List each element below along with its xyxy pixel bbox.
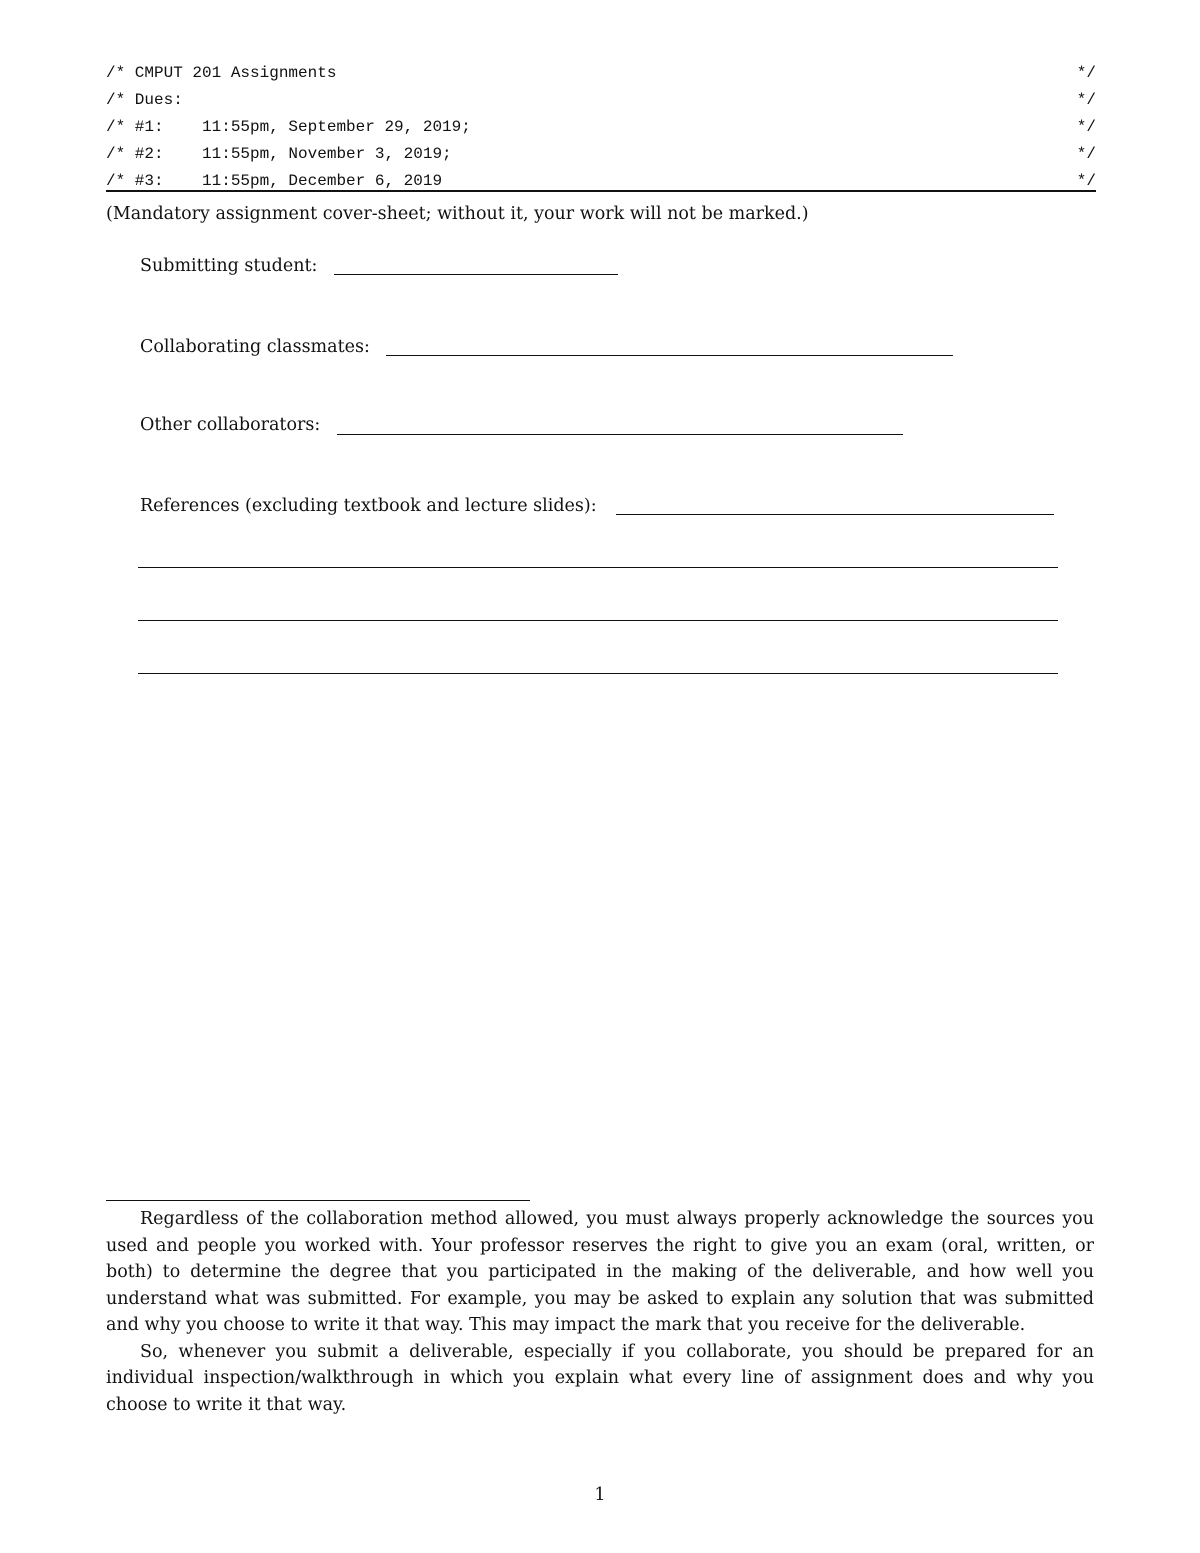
header-line-5-end: */ (1076, 172, 1096, 190)
header-line-4-end: */ (1076, 145, 1096, 163)
references-line-3[interactable] (138, 620, 1058, 621)
header-line-1-text: /* CMPUT 201 Assignments (106, 64, 337, 82)
page-number: 1 (594, 1485, 606, 1505)
header-line-1 (106, 60, 1096, 87)
header-line-5-text: /* #3: 11:55pm, December 6, 2019 (106, 172, 443, 190)
collaborating-classmates-field (140, 332, 960, 362)
header-line-2 (106, 87, 1096, 114)
footnote-paragraph-1: Regardless of the collaboration method allowed, you must always properly acknowledge the sources you used and people you worked with. Your professor reserves the right to give you an exam (oral, written, or both) to determine the degree that you participated in the making of the deliverable, and how well you understand what was submitted. For example, you may be asked to explain any solution that was submitted and why you choose to write it that way. This may impact the mark that you receive for the deliverable. (106, 1209, 1094, 1335)
submitting-student-line[interactable] (334, 274, 618, 275)
submitting-student-field (140, 251, 620, 281)
header-line-1-end: */ (1076, 64, 1096, 82)
header-line-3-text: /* #1: 11:55pm, September 29, 2019; (106, 118, 471, 136)
header-line-2-text: /* Dues: (106, 91, 183, 109)
references-line-2[interactable] (138, 567, 1058, 568)
footnote-rule (106, 1200, 530, 1201)
cover-sheet-note: (Mandatory assignment cover-sheet; without it, your work will not be marked.) (106, 204, 809, 224)
header-rule (106, 190, 1096, 192)
submitting-student-label: Submitting student: (140, 256, 318, 276)
references-label: References (excluding textbook and lecture slides): (140, 496, 597, 516)
other-collaborators-field (140, 410, 910, 440)
references-line-4[interactable] (138, 673, 1058, 674)
other-collaborators-label: Other collaborators: (140, 415, 321, 435)
footnote (106, 1206, 1094, 1418)
header-line-4-text: /* #2: 11:55pm, November 3, 2019; (106, 145, 452, 163)
header-line-4 (106, 141, 1096, 168)
header-line-3-end: */ (1076, 118, 1096, 136)
collaborating-classmates-line[interactable] (386, 355, 953, 356)
header-line-2-end: */ (1076, 91, 1096, 109)
references-line-1[interactable] (616, 514, 1054, 515)
references-field (140, 491, 1060, 521)
header-line-3 (106, 114, 1096, 141)
other-collaborators-line[interactable] (337, 434, 903, 435)
footnote-paragraph-2: So, whenever you submit a deliverable, especially if you collaborate, you should be prepared for an individual inspection/walkthrough in which you explain what every line of assignment does and why you choose to write it that way. (106, 1341, 1094, 1415)
collaborating-classmates-label: Collaborating classmates: (140, 337, 370, 357)
